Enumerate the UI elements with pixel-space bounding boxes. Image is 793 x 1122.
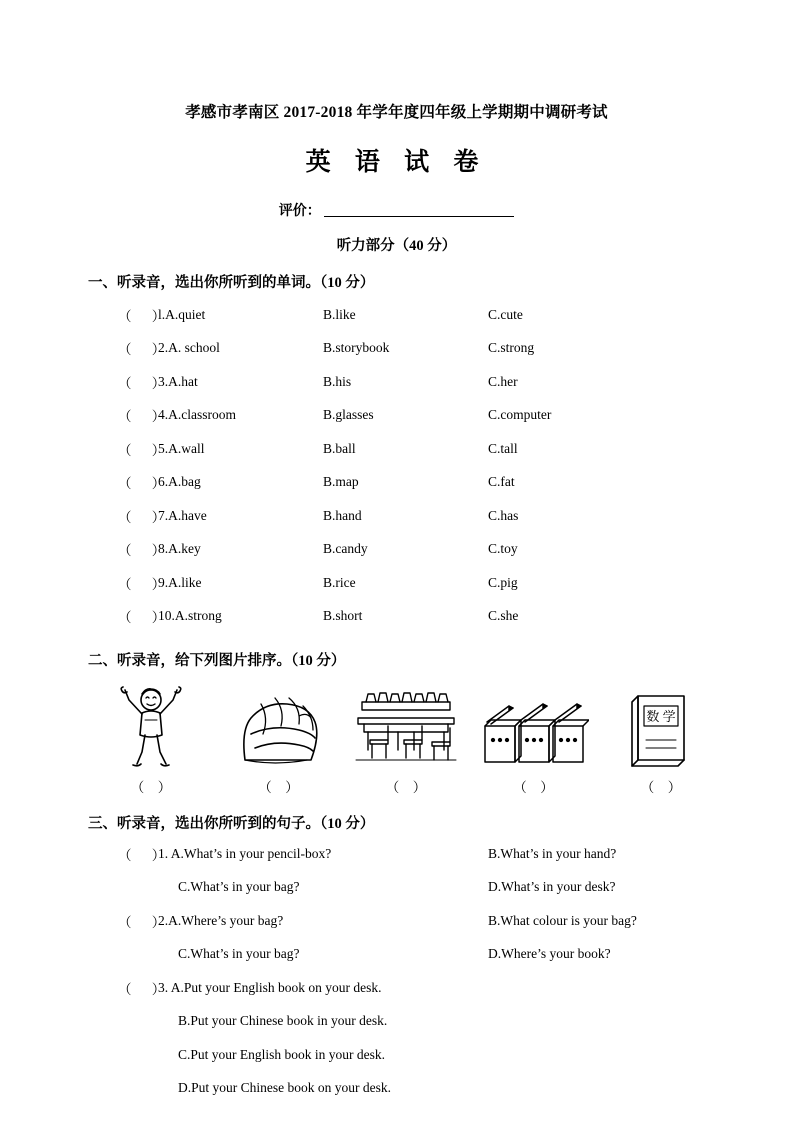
choice-row [118, 332, 793, 366]
sentence-row [118, 904, 793, 938]
answer-blank[interactable]: （ ） [118, 847, 166, 863]
sentence-row [118, 938, 793, 972]
option-c[interactable]: C.she [488, 608, 519, 624]
answer-blank[interactable]: （ ） [118, 576, 166, 592]
sentence-row [118, 971, 793, 1005]
answer-blank[interactable]: （ ） [118, 476, 166, 492]
evaluation-blank-line[interactable] [324, 202, 514, 217]
pencil-boxes-icon [479, 678, 589, 768]
option-c[interactable]: C.Put your English book in your desk. [178, 1046, 386, 1062]
choice-row [118, 533, 793, 567]
option-d[interactable]: D.Where’s your book? [488, 946, 611, 962]
option-b[interactable]: B.glasses [323, 407, 374, 423]
choice-row [118, 298, 793, 332]
option-a[interactable]: 9.A.like [158, 574, 202, 590]
option-c[interactable]: C.her [488, 373, 518, 389]
option-b[interactable]: B.rice [323, 574, 356, 590]
option-a[interactable]: 5.A.wall [158, 440, 205, 456]
option-b[interactable]: B.hand [323, 507, 362, 523]
option-a[interactable]: 2.A. school [158, 340, 220, 356]
option-c[interactable]: C.What’s in your bag? [178, 946, 300, 962]
answer-blank[interactable]: （ ） [118, 914, 166, 930]
option-a[interactable]: 4.A.classroom [158, 407, 236, 423]
option-c[interactable]: C.What’s in your bag? [178, 879, 300, 895]
option-b[interactable]: B.What’s in your hand? [488, 845, 617, 861]
picture-row [96, 678, 716, 768]
listening-part-header: 听力部分（40 分） [336, 238, 457, 254]
option-c[interactable]: C.pig [488, 574, 518, 590]
option-c[interactable]: C.fat [488, 474, 515, 490]
answer-blank[interactable]: （ ） [118, 509, 166, 525]
answer-blank[interactable]: （ ） [118, 409, 166, 425]
option-a[interactable]: 6.A.bag [158, 474, 201, 490]
sentence-row [118, 1038, 793, 1072]
answer-blank[interactable]: （ ） [118, 308, 166, 324]
math-book-icon [606, 678, 716, 768]
answer-blank[interactable]: （ ） [118, 610, 166, 626]
option-c[interactable]: C.has [488, 507, 519, 523]
choice-row [118, 432, 793, 466]
choice-row [118, 466, 793, 500]
option-a[interactable]: 2.A.Where’s your bag? [158, 912, 284, 928]
choice-row [118, 399, 793, 433]
option-a[interactable]: 3.A.hat [158, 373, 198, 389]
option-b[interactable]: B.storybook [323, 340, 390, 356]
option-d[interactable]: D.What’s in your desk? [488, 879, 616, 895]
picture-blank[interactable]: （ ） [640, 780, 682, 795]
choice-row [118, 600, 793, 634]
option-a[interactable]: 3. A.Put your English book on your desk. [158, 979, 382, 995]
option-b[interactable]: B.candy [323, 541, 368, 557]
option-a[interactable]: l.A.quiet [158, 306, 206, 322]
picture-answer-blanks [96, 776, 716, 796]
section-1-list [0, 298, 793, 633]
choice-row [118, 499, 793, 533]
page-subtitle: 英 语 试 卷 [305, 149, 488, 176]
answer-blank[interactable]: （ ） [118, 981, 166, 997]
answer-blank[interactable]: （ ） [118, 543, 166, 559]
option-a[interactable]: 8.A.key [158, 541, 201, 557]
picture-blank[interactable]: （ ） [258, 780, 299, 795]
evaluation-label: 评价： [278, 204, 321, 219]
answer-blank[interactable]: （ ） [118, 375, 166, 391]
section-3-heading: 三、听录音，选出你所听到的句子。（10 分） [88, 816, 375, 832]
option-a[interactable]: 10.A.strong [158, 608, 222, 624]
option-b[interactable]: B.Put your Chinese book in your desk. [178, 1013, 388, 1029]
classroom-desks-icon [351, 678, 461, 768]
choice-row [118, 566, 793, 600]
section-2-heading: 二、听录音，给下列图片排序。（10 分） [88, 653, 346, 669]
option-c[interactable]: C.toy [488, 541, 518, 557]
option-c[interactable]: C.strong [488, 340, 535, 356]
sentence-row [118, 1072, 793, 1106]
option-d[interactable]: D.Put your Chinese book on your desk. [178, 1080, 391, 1096]
answer-blank[interactable]: （ ） [118, 442, 166, 458]
section-3-list [0, 837, 793, 1105]
backpack-icon [224, 678, 334, 768]
option-c[interactable]: C.tall [488, 440, 518, 456]
picture-blank[interactable]: （ ） [513, 780, 554, 795]
answer-blank[interactable]: （ ） [118, 342, 166, 358]
sentence-row [118, 871, 793, 905]
picture-blank[interactable]: （ ） [130, 780, 172, 795]
option-a[interactable]: 7.A.have [158, 507, 207, 523]
section-1-heading: 一、听录音，选出你所听到的单词。（10 分） [88, 275, 375, 291]
option-b[interactable]: B.What colour is your bag? [488, 912, 637, 928]
picture-blank[interactable]: （ ） [385, 780, 427, 795]
math-book-label: 数 学 [646, 709, 676, 724]
option-b[interactable]: B.his [323, 373, 352, 389]
choice-row [118, 365, 793, 399]
page-title: 孝感市孝南区 2017-2018 年学年度四年级上学期期中调研考试 [185, 104, 608, 121]
evaluation-row [0, 200, 793, 220]
boy-cheering-icon [96, 678, 206, 768]
option-b[interactable]: B.ball [323, 440, 356, 456]
sentence-row [118, 1005, 793, 1039]
option-b[interactable]: B.like [323, 306, 356, 322]
option-b[interactable]: B.short [323, 608, 363, 624]
option-c[interactable]: C.cute [488, 306, 523, 322]
sentence-row [118, 837, 793, 871]
option-b[interactable]: B.map [323, 474, 359, 490]
option-a[interactable]: 1. A.What’s in your pencil-box? [158, 845, 332, 861]
option-c[interactable]: C.computer [488, 407, 552, 423]
